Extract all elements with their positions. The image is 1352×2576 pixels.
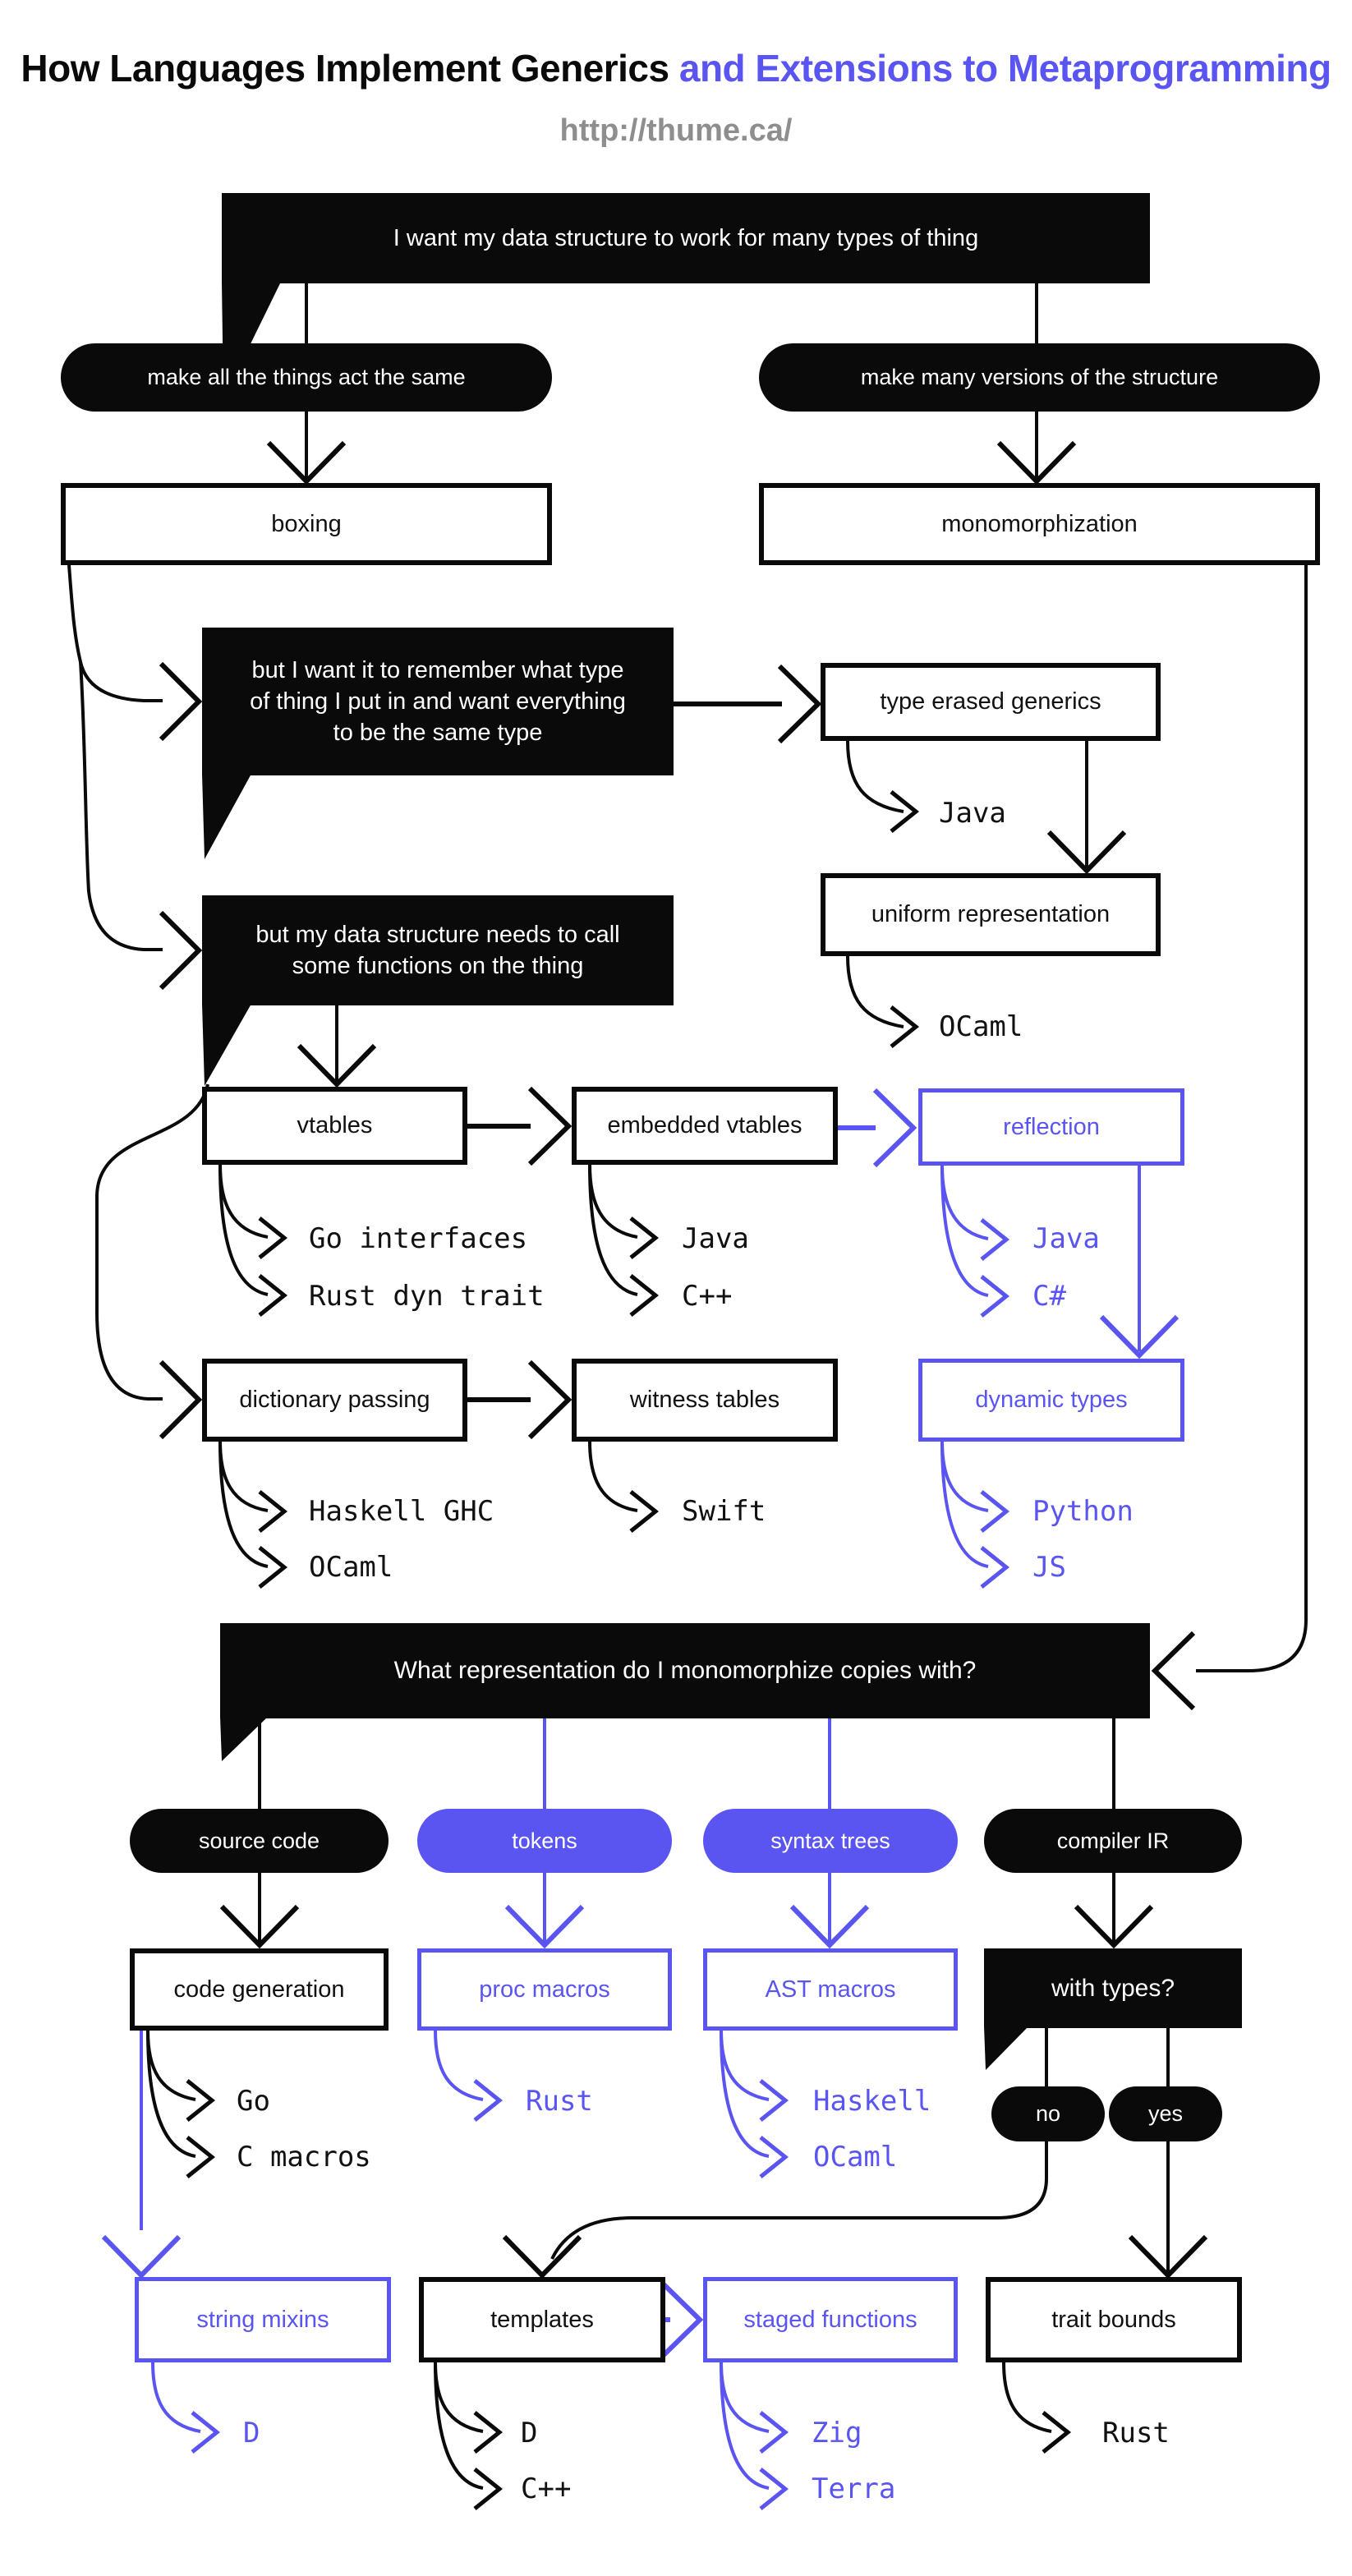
chevron-go — [187, 2081, 212, 2120]
box-vtables-label: vtables — [297, 1112, 373, 1138]
box-uniform-representation — [821, 873, 1161, 956]
pill-act-same — [61, 343, 552, 412]
chevron-into-dictionary — [161, 1362, 199, 1438]
box-templates-label: templates — [490, 2306, 594, 2333]
pill-no — [991, 2086, 1105, 2141]
arrows-bubble-to-pills — [260, 1718, 1114, 1809]
pill-act-same-label: make all the things act the same — [147, 365, 466, 389]
rail-mono-bubble — [1196, 565, 1306, 1671]
bubble-call-functions-label: but my data structure needs to call some functions on the thing — [255, 922, 620, 979]
chevron-reflection — [875, 1090, 913, 1166]
lang-java-reflection: Java — [1032, 1222, 1100, 1255]
box-proc-macros — [417, 1948, 672, 2031]
chevron-cpp-templates — [475, 2469, 499, 2509]
chevron-dict-ocaml — [260, 1548, 284, 1587]
lang-python: Python — [1032, 1495, 1134, 1528]
rail-boxing-bubble-functions — [80, 662, 163, 950]
curve-dict-haskellghc — [220, 1442, 268, 1511]
lang-d-templates: D — [521, 2417, 538, 2450]
lang-js: JS — [1032, 1551, 1066, 1584]
box-reflection — [918, 1088, 1184, 1166]
page-title — [0, 46, 1352, 90]
lang-go: Go — [237, 2085, 270, 2118]
pill-many-versions-label: make many versions of the structure — [860, 365, 1219, 389]
box-vtables — [202, 1087, 467, 1165]
box-ast-macros — [703, 1948, 958, 2031]
chevron-into-bubble-monomorphize — [1155, 1633, 1193, 1709]
chevron-into-bubble-functions — [161, 913, 199, 988]
lang-terra: Terra — [812, 2472, 896, 2505]
curve-witness-swift — [590, 1442, 637, 1511]
box-ast-macros-label: AST macros — [765, 1976, 896, 2003]
page-title-main: How Languages Implement Generics — [21, 47, 669, 90]
box-dictionary-passing-label: dictionary passing — [239, 1387, 430, 1413]
pill-syntax-trees-label: syntax trees — [770, 1828, 890, 1853]
chevron-go-interfaces — [260, 1218, 284, 1258]
box-dictionary-passing — [202, 1359, 467, 1442]
box-dynamic-types — [918, 1359, 1184, 1442]
box-monomorphization-label: monomorphization — [941, 510, 1138, 537]
arrow-remember-type-erased — [674, 666, 818, 742]
chevron-into-bubble-remember — [161, 664, 199, 739]
box-staged-functions-label: staged functions — [743, 2306, 917, 2333]
bubble-with-types — [984, 1948, 1242, 2028]
with-types-tail — [984, 2026, 1028, 2070]
chevron-d-mixins — [192, 2413, 217, 2452]
arrow-templates-staged — [661, 2282, 700, 2358]
curves-macros-langs — [435, 2031, 785, 2177]
box-monomorphization — [759, 483, 1320, 565]
box-code-generation-label: code generation — [173, 1976, 345, 2003]
chevron-terra — [761, 2469, 785, 2509]
box-trait-bounds — [986, 2277, 1242, 2362]
box-uniform-label: uniform representation — [871, 901, 1111, 927]
lang-rust-proc: Rust — [526, 2085, 593, 2118]
bubble-intro — [222, 193, 1150, 283]
bubble-with-types-label: with types? — [1051, 1974, 1175, 2002]
box-dynamic-types-label: dynamic types — [975, 1387, 1128, 1413]
box-type-erased-generics — [821, 663, 1161, 741]
box-proc-macros-label: proc macros — [479, 1976, 610, 2003]
bubble-remember-tail — [202, 774, 251, 859]
arrow-functions-vtables — [299, 1005, 375, 1084]
box-code-generation — [130, 1948, 389, 2031]
curves-codegen — [103, 2031, 212, 2275]
box-templates — [419, 2277, 665, 2362]
lang-ocaml-uniform: OCaml — [939, 1010, 1023, 1043]
box-boxing — [61, 483, 552, 565]
pill-source-code-label: source code — [198, 1828, 320, 1853]
pill-compiler-ir — [984, 1809, 1242, 1873]
pill-no-label: no — [1035, 2101, 1061, 2126]
box-string-mixins — [135, 2277, 391, 2362]
pill-compiler-ir-label: compiler IR — [1056, 1828, 1170, 1853]
box-boxing-label: boxing — [271, 510, 342, 537]
chevron-witness — [530, 1362, 568, 1438]
pill-tokens-label: tokens — [512, 1828, 577, 1853]
lang-java-embedded: Java — [682, 1222, 749, 1255]
curve-ast-haskell — [721, 2031, 769, 2100]
box-type-erased-label: type erased generics — [880, 688, 1101, 715]
box-embedded-vtables — [572, 1087, 838, 1165]
lang-haskell-ghc: Haskell GHC — [309, 1495, 494, 1528]
curve-codegen-go — [148, 2031, 195, 2100]
box-reflection-label: reflection — [1003, 1113, 1100, 1140]
lang-ocaml-ast: OCaml — [813, 2141, 898, 2174]
curve-proc-rust — [435, 2031, 483, 2100]
lang-d-mixins: D — [243, 2417, 260, 2450]
lang-go-interfaces: Go interfaces — [309, 1222, 528, 1255]
chevron-embedded — [530, 1088, 568, 1164]
curve-type-erased-java — [848, 741, 904, 812]
lang-ocaml-dictionary: OCaml — [309, 1551, 393, 1584]
chevron-type-erased — [779, 666, 818, 742]
bubble-remember — [202, 628, 674, 775]
bubble-remember-label: but I want it to remember what type of thing I put in and want everything to be the same type — [250, 657, 626, 746]
lang-zig: Zig — [812, 2417, 862, 2450]
bubble-call-functions-tail — [202, 1004, 251, 1086]
curves-bottom-langs — [153, 2362, 1068, 2509]
page-subtitle: http://thume.ca/ — [559, 113, 793, 148]
curve-staged-zig — [721, 2362, 769, 2431]
chevron-haskell-ast — [761, 2081, 785, 2120]
curve-dynamic-js — [942, 1442, 988, 1566]
lang-csharp-reflection: C# — [1032, 1280, 1066, 1313]
chevron-rust-proc — [475, 2081, 499, 2120]
bubble-call-functions — [202, 895, 674, 1005]
chevron-rust-traits — [1043, 2413, 1068, 2452]
curve-reflection-java — [942, 1166, 988, 1239]
pill-tokens — [417, 1809, 672, 1873]
bubble-monomorphize — [220, 1623, 1150, 1718]
chevron-rust-dyn — [260, 1276, 284, 1315]
left-rail — [69, 565, 208, 1438]
chevron-templates — [504, 2237, 580, 2275]
rail-tail-dictionary — [97, 1084, 208, 1399]
box-witness-tables-label: witness tables — [629, 1387, 780, 1413]
pill-source-code — [130, 1809, 389, 1873]
lang-cpp-templates: C++ — [521, 2472, 572, 2505]
lang-swift: Swift — [682, 1495, 766, 1528]
pill-syntax-trees — [703, 1809, 958, 1873]
curve-embedded-cpp — [590, 1165, 637, 1295]
chevron-zig — [761, 2413, 785, 2452]
lang-c-macros: C macros — [237, 2141, 371, 2174]
lang-cpp-embedded: C++ — [682, 1280, 733, 1313]
chevron-string-mixins — [103, 2237, 179, 2275]
pill-yes — [1109, 2086, 1222, 2141]
box-witness-tables — [572, 1359, 838, 1442]
arrows-dictionary-row — [467, 1362, 568, 1438]
box-staged-functions — [703, 2277, 958, 2362]
arrows-intro-to-pills — [306, 283, 1037, 343]
curve-traitbounds-rust — [1004, 2362, 1051, 2431]
lang-java-type-erased: Java — [939, 797, 1006, 830]
chevron-ocaml-ast — [761, 2137, 785, 2177]
box-string-mixins-label: string mixins — [196, 2306, 329, 2333]
box-trait-bounds-label: trait bounds — [1051, 2306, 1176, 2333]
path-no-templates — [552, 2141, 1046, 2259]
pill-yes-label: yes — [1147, 2101, 1184, 2126]
page-title-accent: and Extensions to Metaprogramming — [669, 47, 1331, 90]
lang-rust-dyn-trait: Rust dyn trait — [309, 1280, 545, 1313]
pill-many-versions — [759, 343, 1320, 412]
chevron-c-macros — [187, 2137, 212, 2177]
arrows-pills-to-boxes — [269, 412, 1074, 481]
box-embedded-vtables-label: embedded vtables — [607, 1112, 802, 1138]
curve-templates-d — [435, 2362, 483, 2431]
curve-dynamic-python — [942, 1442, 988, 1511]
bubble-monomorphize-label: What representation do I monomorphize copies with? — [393, 1657, 977, 1684]
lang-haskell-ast: Haskell — [813, 2085, 931, 2118]
lang-rust-traits: Rust — [1102, 2417, 1170, 2450]
curve-vtables-go — [220, 1165, 268, 1237]
curve-uniform-ocaml — [848, 956, 904, 1027]
chevron-d-templates — [475, 2413, 499, 2452]
curve-stringmixins-d — [153, 2362, 200, 2431]
curve-embedded-java — [590, 1165, 637, 1237]
arrows-pills-to-macro-boxes — [222, 1873, 1152, 1945]
bubble-intro-label: I want my data structure to work for many types of thing — [393, 225, 979, 251]
